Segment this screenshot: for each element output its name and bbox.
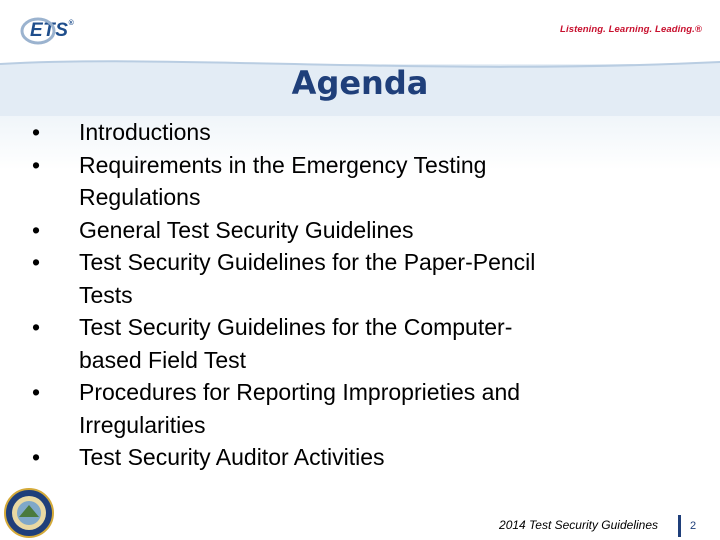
agenda-item-text: Introductions xyxy=(79,119,211,145)
agenda-item-text: Irregularities xyxy=(79,411,206,438)
bullet-marker: • xyxy=(32,151,41,178)
agenda-item-text: Test Security Guidelines for the Paper-Pencil xyxy=(79,249,536,275)
agenda-item xyxy=(26,116,676,149)
footer-divider xyxy=(678,515,681,537)
agenda-item xyxy=(26,149,676,214)
agenda-item-text: Test Security Auditor Activities xyxy=(79,444,385,470)
state-seal-icon xyxy=(3,487,55,539)
agenda-item xyxy=(26,246,676,311)
agenda-item-text: General Test Security Guidelines xyxy=(79,216,414,243)
ets-logo xyxy=(20,16,74,46)
agenda-item-text: Procedures for Reporting Improprieties and xyxy=(79,379,521,405)
agenda-item-text: based Field Test xyxy=(79,346,247,373)
ets-logo-text: ETS® xyxy=(30,20,75,41)
slide-title: Agenda xyxy=(291,64,429,102)
page-number: 2 xyxy=(690,520,697,532)
ets-logo-swoosh-icon xyxy=(20,16,60,46)
tagline: Listening. Learning. Leading.® xyxy=(560,24,702,35)
footer-title: 2014 Test Security Guidelines xyxy=(499,518,658,532)
bullet-marker: • xyxy=(32,444,41,470)
bullet-marker: • xyxy=(32,379,41,405)
bullet-marker: • xyxy=(32,119,41,145)
agenda-item xyxy=(26,214,676,247)
bullet-marker: • xyxy=(32,216,41,243)
bullet-marker: • xyxy=(32,249,41,275)
agenda-item xyxy=(26,441,676,474)
agenda-item xyxy=(26,376,676,441)
agenda-item-text: Regulations xyxy=(79,184,201,210)
agenda-item xyxy=(26,311,676,376)
agenda-item-text: Test Security Guidelines for the Computer- xyxy=(79,314,513,340)
agenda-list xyxy=(26,116,676,474)
agenda-item-text: Requirements in the Emergency Testing xyxy=(79,151,487,178)
agenda-item-text: Tests xyxy=(79,281,133,308)
bullet-marker: • xyxy=(32,314,41,340)
